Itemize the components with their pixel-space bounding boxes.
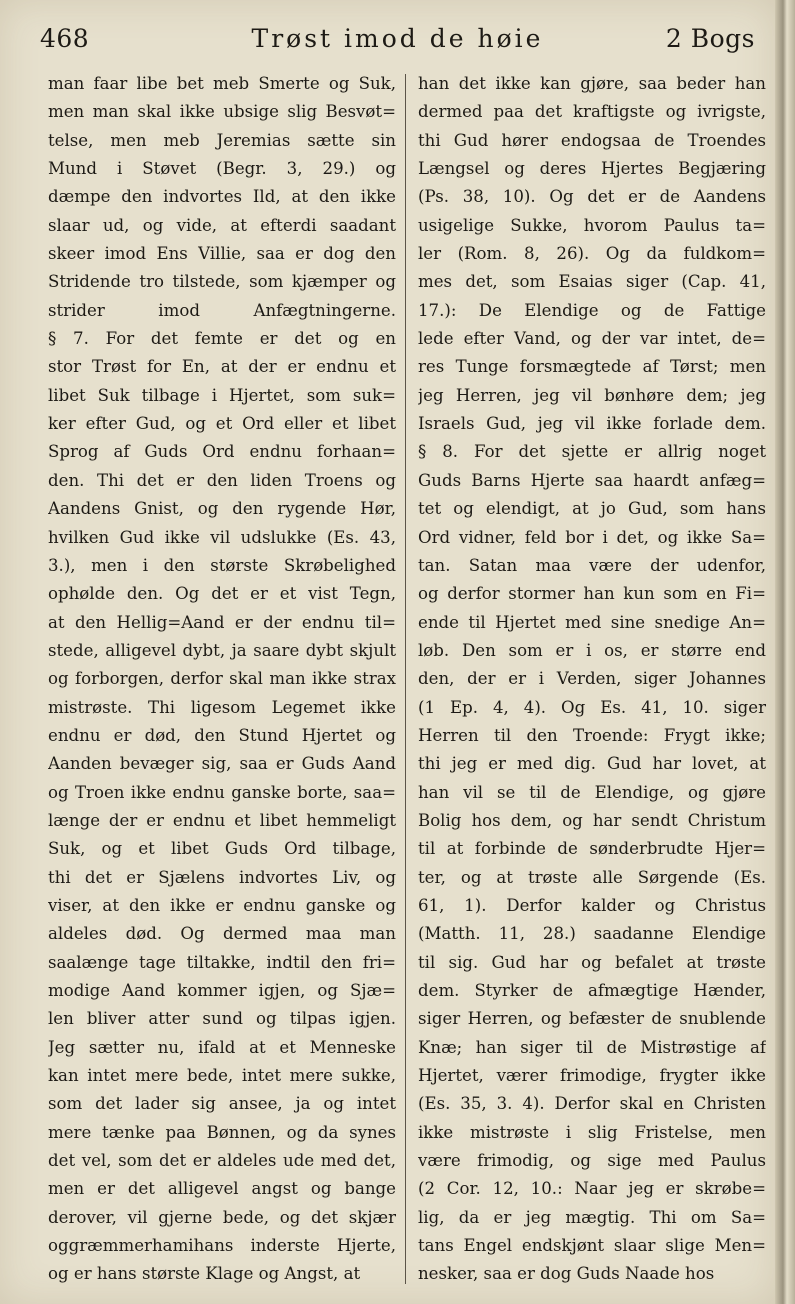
text-line: mistrøste. Thi ligesom Legemet ikke — [48, 697, 396, 717]
text-line: dermed paa det kraftigste og ivrigste, — [418, 102, 766, 122]
text-line: Guds Barns Hjerte saa haardt anfæg= — [418, 470, 766, 490]
text-line: ker efter Gud, og et Ord eller et libet — [48, 414, 396, 434]
text-line: som det lader sig ansee, ja og intet — [48, 1094, 396, 1114]
text-line: siger Herren, og befæster de snublende — [418, 1009, 766, 1029]
text-line: være frimodig, og sige med Paulus — [418, 1151, 766, 1171]
text-line: tans Engel endskjønt slaar slige Men= — [418, 1236, 766, 1256]
text-line: den. Thi det er den liden Troens og — [48, 470, 396, 490]
text-line: oggræmmerhamihans inderste Hjerte, — [48, 1236, 396, 1256]
text-line: Sprog af Guds Ord endnu forhaan= — [48, 442, 396, 462]
column-divider — [405, 74, 406, 1284]
right-column — [418, 70, 766, 1295]
text-line: og derfor stormer han kun som en Fi= — [418, 584, 766, 604]
text-line: jeg Herren, jeg vil bønhøre dem; jeg — [418, 385, 766, 405]
text-line: til at forbinde de sønderbrudte Hjer= — [418, 839, 766, 859]
text-line: og forborgen, derfor skal man ikke strax — [48, 669, 396, 689]
signature-mark: 2 Bogs — [665, 24, 755, 53]
text-line: længe der er endnu et libet hemmeligt — [48, 810, 396, 830]
text-line: Mund i Støvet (Begr. 3, 29.) og — [48, 159, 396, 179]
text-line: til sig. Gud har og befalet at trøste — [418, 952, 766, 972]
binding-edge — [775, 0, 795, 1304]
text-line: res Tunge forsmægtede af Tørst; men — [418, 357, 766, 377]
text-line: thi det er Sjælens indvortes Liv, og — [48, 867, 396, 887]
text-line: man faar libe bet meb Smerte og Suk, — [48, 74, 396, 93]
text-line: Hjertet, værer frimodige, frygter ikke — [418, 1066, 766, 1086]
text-line: thi jeg er med dig. Gud har lovet, at — [418, 754, 766, 774]
text-line: nesker, saa er dog Guds Naade hos — [418, 1264, 715, 1284]
text-line: og Troen ikke endnu ganske borte, saa= — [48, 782, 396, 802]
text-line: Herren til den Troende: Frygt ikke; — [418, 725, 766, 745]
text-line: strider imod Anfægtningerne. — [48, 300, 396, 320]
text-line: len bliver atter sund og tilpas igjen. — [48, 1009, 396, 1029]
text-line: 61, 1). Derfor kalder og Christus — [418, 895, 766, 915]
text-line: Bolig hos dem, og har sendt Christum — [418, 810, 766, 830]
text-line: at den Hellig=Aand er der endnu til= — [48, 612, 396, 632]
text-line: lig, da er jeg mægtig. Thi om Sa= — [418, 1207, 766, 1227]
text-line: saalænge tage tiltakke, indtil den fri= — [48, 952, 396, 972]
page-header — [40, 18, 755, 58]
text-line: løb. Den som er i os, er større end — [418, 640, 766, 660]
text-line: Knæ; han siger til de Mistrøstige af — [418, 1037, 766, 1057]
text-line: dem. Styrker de afmægtige Hænder, — [418, 981, 766, 1000]
text-line: Suk, og et libet Guds Ord tilbage, — [48, 839, 396, 859]
text-line: telse, men meb Jeremias sætte sin — [48, 130, 396, 150]
text-line: (2 Cor. 12, 10.: Naar jeg er skrøbe= — [418, 1179, 766, 1199]
text-line: mere tænke paa Bønnen, og da synes — [48, 1122, 396, 1142]
text-line: (Ps. 38, 10). Og det er de Aandens — [418, 187, 766, 207]
text-line: han det ikke kan gjøre, saa beder han — [418, 74, 766, 93]
text-line: og er hans største Klage og Angst, at — [48, 1264, 361, 1284]
text-line: (Es. 35, 3. 4). Derfor skal en Christen — [418, 1094, 766, 1114]
text-line: 3.), men i den største Skrøbelighed — [48, 555, 396, 575]
text-line: hvilken Gud ikke vil udslukke (Es. 43, — [48, 527, 396, 547]
text-line: § 8. For det sjette er allrig noget — [418, 442, 766, 462]
text-line: det vel, som det er aldeles ude med det, — [48, 1151, 396, 1171]
text-line: Stridende tro tilstede, som kjæmper og — [48, 272, 396, 292]
page-number: 468 — [40, 24, 90, 53]
text-line: Jeg sætter nu, ifald at et Menneske — [48, 1037, 396, 1057]
text-line: den, der er i Verden, siger Johannes — [418, 669, 766, 689]
text-line: ikke mistrøste i slig Fristelse, men — [418, 1122, 766, 1142]
text-line: ler (Rom. 8, 26). Og da fuldkom= — [418, 244, 766, 264]
text-line: men man skal ikke ubsige slig Besvøt= — [48, 102, 396, 122]
text-line: modige Aand kommer igjen, og Sjæ= — [48, 981, 396, 1000]
text-line: dæmpe den indvortes Ild, at den ikke — [48, 187, 396, 207]
text-line: men er det alligevel angst og bange — [48, 1179, 396, 1199]
text-line: thi Gud hører endogsaa de Troendes — [418, 130, 766, 150]
text-line: Aandens Gnist, og den rygende Hør, — [48, 499, 396, 519]
text-line: mes det, som Esaias siger (Cap. 41, — [418, 272, 766, 292]
text-line: usigelige Sukke, hvorom Paulus ta= — [418, 215, 766, 235]
text-line: Længsel og deres Hjertes Begjæring — [418, 159, 766, 179]
text-line: ter, og at trøste alle Sørgende (Es. — [418, 867, 766, 887]
text-line: ophølde den. Og det er et vist Tegn, — [48, 584, 396, 604]
text-line: ende til Hjertet med sine snedige An= — [418, 612, 766, 632]
text-line: tan. Satan maa være der udenfor, — [418, 555, 766, 575]
text-line: (1 Ep. 4, 4). Og Es. 41, 10. siger — [418, 697, 766, 717]
text-line: kan intet mere bede, intet mere sukke, — [48, 1066, 396, 1086]
text-line: han vil se til de Elendige, og gjøre — [418, 782, 766, 802]
left-column — [48, 70, 396, 1295]
text-line: Ord vidner, feld bor i det, og ikke Sa= — [418, 527, 766, 547]
text-line: derover, vil gjerne bede, og det skjær — [48, 1207, 396, 1227]
text-line: stede, alligevel dybt, ja saare dybt skjult — [48, 640, 396, 660]
text-line: slaar ud, og vide, at efterdi saadant — [48, 215, 396, 235]
text-line: 17.): De Elendige og de Fattige — [418, 300, 766, 320]
text-line: aldeles død. Og dermed maa man — [48, 924, 396, 944]
text-line: (Matth. 11, 28.) saadanne Elendige — [418, 924, 766, 944]
text-line: § 7. For det femte er det og en — [48, 329, 396, 349]
text-line: Aanden bevæger sig, saa er Guds Aand — [48, 754, 396, 774]
text-line: tet og elendigt, at jo Gud, som hans — [418, 499, 766, 519]
text-line: viser, at den ikke er endnu ganske og — [48, 895, 396, 915]
text-line: skeer imod Ens Villie, saa er dog den — [48, 244, 396, 264]
text-line: Israels Gud, jeg vil ikke forlade dem. — [418, 414, 766, 434]
running-title: Trøst imod de høie — [251, 24, 544, 53]
text-line: libet Suk tilbage i Hjertet, som suk= — [48, 385, 396, 405]
text-line: lede efter Vand, og der var intet, de= — [418, 329, 766, 349]
text-line: stor Trøst for En, at der er endnu et — [48, 357, 396, 377]
text-line: endnu er død, den Stund Hjertet og — [48, 725, 396, 745]
